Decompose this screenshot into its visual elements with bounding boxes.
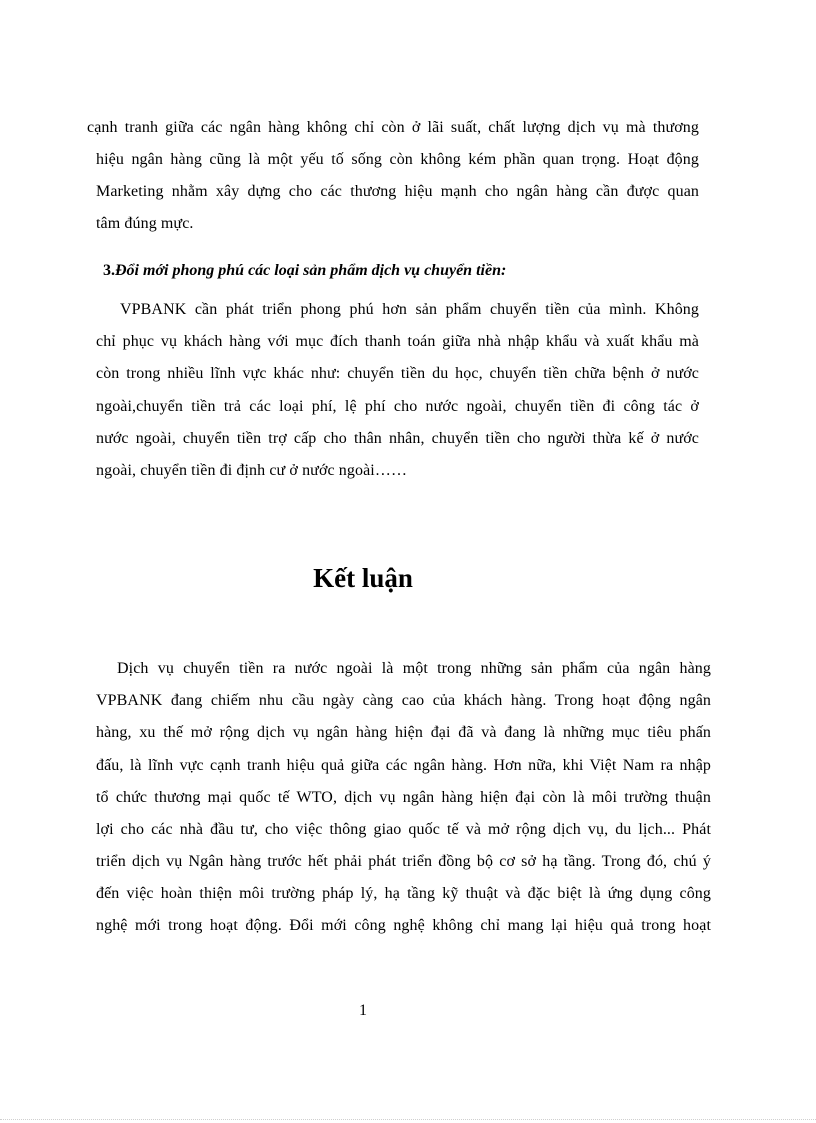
paragraph-3-line-2: VPBANK đang chiếm nhu cầu ngày càng cao của khách hàng. Trong hoạt động ngân xyxy=(96,692,711,709)
paragraph-3-line-3: hàng, xu thế mở rộng dịch vụ ngân hàng hiện đại đã và đang là những mục tiêu phấn xyxy=(96,724,711,741)
page-number: 1 xyxy=(359,1002,367,1019)
paragraph-2-line-2: chỉ phục vụ khách hàng với mục đích thanh toán giữa nhà nhập khẩu và xuất khẩu mà xyxy=(96,333,699,350)
paragraph-1-line-4: tâm đúng mực. xyxy=(96,215,194,232)
paragraph-3-line-4: đấu, là lĩnh vực cạnh tranh hiệu quả giữa các ngân hàng. Hơn nữa, khi Việt Nam ra nhập xyxy=(96,757,711,774)
paragraph-3-line-5: tổ chức thương mại quốc tế WTO, dịch vụ ngân hàng hiện đại còn là môi trường thuận xyxy=(96,789,711,806)
paragraph-2-line-5: nước ngoài, chuyển tiền trợ cấp cho thân nhân, chuyển tiền cho người thừa kế ở nước xyxy=(96,430,699,447)
paragraph-3-line-7: triển dịch vụ Ngân hàng trước hết phải phát triển đồng bộ cơ sở hạ tầng. Trong đó, chú ý xyxy=(96,853,711,870)
paragraph-1-line-2: hiệu ngân hàng cũng là một yếu tố sống còn không kém phần quan trọng. Hoạt động xyxy=(96,151,699,168)
paragraph-3-line-9: nghệ mới trong hoạt động. Đổi mới công nghệ không chỉ mang lại hiệu quả trong hoạt xyxy=(96,917,711,934)
paragraph-2-line-6: ngoài, chuyển tiền đi định cư ở nước ngoài…… xyxy=(96,462,408,479)
paragraph-1-line-3: Marketing nhằm xây dựng cho các thương hiệu mạnh cho ngân hàng cần được quan xyxy=(96,183,699,200)
section-3-number: 3. xyxy=(103,262,115,279)
paragraph-2-line-3: còn trong nhiều lĩnh vực khác như: chuyển tiền du học, chuyển tiền chữa bệnh ở nước xyxy=(96,365,699,382)
page-bottom-divider xyxy=(0,1119,816,1120)
paragraph-3-line-6: lợi cho các nhà đầu tư, cho việc thông giao quốc tế và mở rộng dịch vụ, du lịch... Phát xyxy=(96,821,711,838)
paragraph-1-line-1: cạnh tranh giữa các ngân hàng không chỉ còn ở lãi suất, chất lượng dịch vụ mà thương xyxy=(87,119,699,136)
conclusion-title: Kết luận xyxy=(313,563,413,593)
paragraph-3-line-8: đến việc hoàn thiện môi trường pháp lý, hạ tầng kỹ thuật và đặc biệt là ứng dụng công xyxy=(96,885,711,902)
paragraph-2-line-1: VPBANK cần phát triển phong phú hơn sản phẩm chuyển tiền của mình. Không xyxy=(120,301,699,318)
section-3-title: Đổi mới phong phú các loại sản phẩm dịch vụ chuyển tiền: xyxy=(115,262,507,279)
paragraph-2-line-4: ngoài,chuyển tiền trả các loại phí, lệ phí cho nước ngoài, chuyển tiền đi công tác ở xyxy=(96,398,699,415)
paragraph-3-line-1: Dịch vụ chuyển tiền ra nước ngoài là một trong những sản phẩm của ngân hàng xyxy=(117,660,711,677)
section-3-heading xyxy=(103,261,506,281)
